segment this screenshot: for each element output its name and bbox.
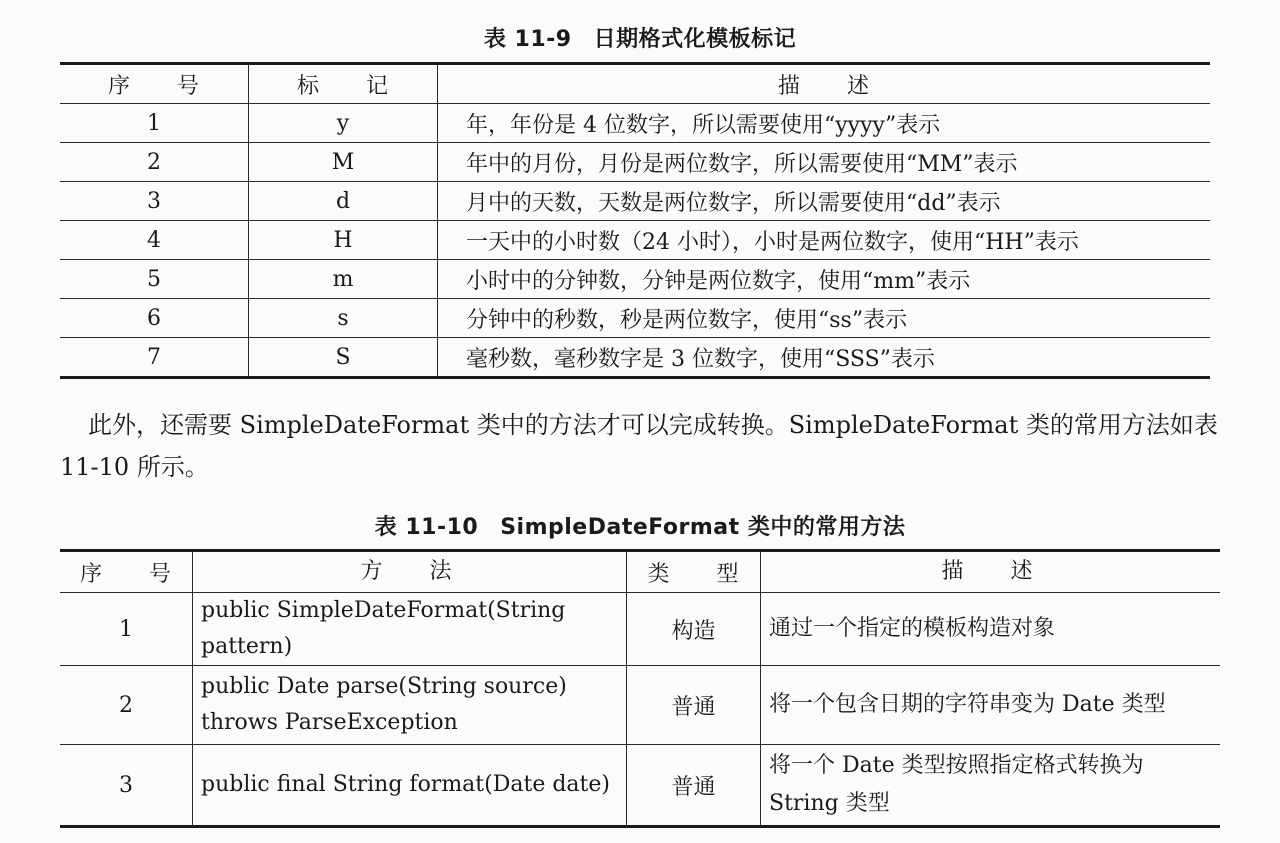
header-method: 方 法 (193, 551, 627, 593)
row-number: 1 (60, 104, 249, 143)
table-row (60, 338, 1210, 378)
table-row (60, 221, 1210, 260)
row-mark: s (249, 299, 438, 338)
table-row (60, 104, 1210, 143)
row-description: 分钟中的秒数，秒是两位数字，使用“ss”表示 (438, 299, 1211, 338)
table-row (60, 182, 1210, 221)
header-mark: 标 记 (249, 64, 438, 104)
row-number: 7 (147, 344, 161, 370)
row-description: 将一个包含日期的字符串变为 Date 类型 (761, 666, 1221, 745)
table-row (60, 666, 1220, 745)
header-number: 序 号 (60, 64, 249, 104)
table-header-row (60, 551, 1220, 593)
row-number: 6 (60, 299, 249, 338)
row-method: public final String format(Date date) (193, 745, 627, 827)
row-description: 毫秒数，毫秒数字是 3 位数字，使用“SSS”表示 (438, 338, 1211, 378)
row-description: 通过一个指定的模板构造对象 (761, 593, 1221, 666)
row-description: 月中的天数，天数是两位数字，所以需要使用“dd”表示 (438, 182, 1211, 221)
header-description: 描 述 (761, 551, 1221, 593)
table-row (60, 143, 1210, 182)
row-number: 2 (60, 666, 193, 745)
row-description: 将一个 Date 类型按照指定格式转换为 String 类型 (761, 745, 1221, 827)
table-row (60, 299, 1210, 338)
row-number: 3 (60, 182, 249, 221)
row-type: 普通 (627, 666, 761, 745)
row-number: 3 (119, 772, 133, 798)
row-description: 年，年份是 4 位数字，所以需要使用“yyyy”表示 (438, 104, 1211, 143)
caption-title: SimpleDateFormat 类中的常用方法 (500, 515, 906, 540)
row-number: 1 (60, 593, 193, 666)
header-number: 序 号 (60, 551, 193, 593)
row-method: public Date parse(String source) throws ParseException (193, 666, 627, 745)
caption-number: 表 11-9 (483, 27, 572, 52)
table-11-9-caption (0, 22, 1280, 53)
row-description: 年中的月份，月份是两位数字，所以需要使用“MM”表示 (438, 143, 1211, 182)
simpledateformat-methods-table (60, 549, 1220, 828)
row-type: 普通 (627, 745, 761, 827)
header-type: 类 型 (627, 551, 761, 593)
date-format-template-table (60, 62, 1210, 379)
row-mark: d (249, 182, 438, 221)
table-row (60, 745, 1220, 827)
row-number: 2 (60, 143, 249, 182)
row-mark: S (249, 338, 438, 378)
row-number: 5 (60, 260, 249, 299)
row-mark: M (249, 143, 438, 182)
table-row (60, 260, 1210, 299)
row-mark: H (249, 221, 438, 260)
row-method: public SimpleDateFormat(String pattern) (193, 593, 627, 666)
row-mark: y (249, 104, 438, 143)
table-11-10-caption (0, 510, 1280, 541)
row-mark: m (249, 260, 438, 299)
body-paragraph: 此外，还需要 SimpleDateFormat 类中的方法才可以完成转换。SimpleDateFormat 类的常用方法如表 11-10 所示。 (60, 411, 1218, 481)
table-row (60, 593, 1220, 666)
row-description: 小时中的分钟数，分钟是两位数字，使用“mm”表示 (438, 260, 1211, 299)
table-header-row (60, 64, 1210, 104)
header-description: 描 述 (438, 64, 1211, 104)
caption-title: 日期格式化模板标记 (593, 27, 797, 52)
row-type: 构造 (627, 593, 761, 666)
row-number: 4 (60, 221, 249, 260)
caption-number: 表 11-10 (374, 515, 479, 540)
row-description: 一天中的小时数（24 小时），小时是两位数字，使用“HH”表示 (438, 221, 1211, 260)
